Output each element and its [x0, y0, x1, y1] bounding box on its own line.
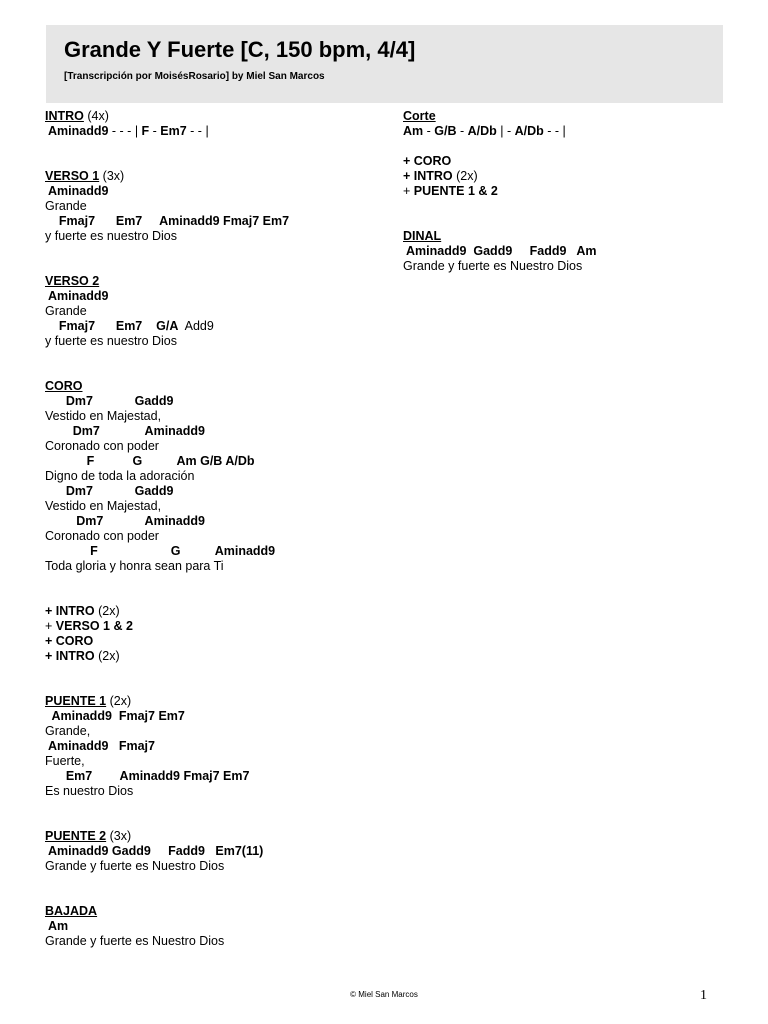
section-heading-wrap — [45, 109, 84, 123]
lyric-text: Toda gloria y honra sean para Ti — [45, 559, 224, 573]
section-heading-wrap — [45, 169, 99, 183]
sheet-line — [45, 604, 385, 619]
blank-line — [45, 244, 385, 259]
lyric-text: y fuerte es nuestro Dios — [45, 334, 178, 348]
lyric-text: - — [456, 124, 468, 138]
chord-text: Aminadd9 — [45, 124, 109, 138]
blank-line — [45, 349, 385, 364]
chord-text: A/Db — [467, 124, 497, 138]
sheet-line — [45, 469, 385, 484]
sheet-line — [45, 169, 385, 184]
lyric-text: (2x) — [94, 649, 120, 663]
lyric-text: Es nuestro Dios — [45, 784, 134, 798]
chord-text: A/Db — [514, 124, 544, 138]
lyric-text: - — [423, 124, 435, 138]
lyric-text: Grande y fuerte es Nuestro Dios — [45, 934, 225, 948]
sheet-line — [45, 619, 385, 634]
chord-text: + CORO — [45, 634, 94, 648]
lyric-text: - — [149, 124, 161, 138]
chord-sheet-left-column — [45, 109, 385, 949]
blank-line — [45, 799, 385, 814]
section-heading: CORO — [45, 379, 83, 393]
chord-text: Aminadd9 Gadd9 Fadd9 Am — [403, 244, 597, 258]
chord-text: G/B — [434, 124, 457, 138]
chord-text: Dm7 Gadd9 — [45, 484, 174, 498]
blank-line — [45, 364, 385, 379]
section-heading-wrap — [45, 694, 106, 708]
chord-text: Fmaj7 Em7 Aminadd9 Fmaj7 Em7 — [45, 214, 290, 228]
section-heading-wrap — [45, 274, 99, 288]
sheet-line — [45, 859, 385, 874]
blank-line — [45, 589, 385, 604]
chord-text: Am — [403, 124, 424, 138]
blank-line — [45, 574, 385, 589]
lyric-text: (3x) — [106, 829, 132, 843]
chord-text: Am — [45, 919, 69, 933]
blank-line — [403, 214, 723, 229]
blank-line — [45, 814, 385, 829]
chord-text: + INTRO — [403, 169, 453, 183]
sheet-line — [45, 379, 385, 394]
section-heading-wrap — [45, 379, 83, 393]
sheet-line — [403, 109, 723, 124]
lyric-text: - - | — [543, 124, 566, 138]
section-heading-wrap — [45, 829, 106, 843]
section-heading: PUENTE 1 — [45, 694, 107, 708]
chord-text: PUENTE 1 & 2 — [413, 184, 498, 198]
blank-line — [45, 664, 385, 679]
lyric-text: Add9 — [178, 319, 214, 333]
section-heading: VERSO 2 — [45, 274, 100, 288]
sheet-line — [45, 739, 385, 754]
sheet-line — [45, 289, 385, 304]
sheet-line — [45, 109, 385, 124]
chord-text: Aminadd9 Fmaj7 — [45, 739, 155, 753]
section-heading: PUENTE 2 — [45, 829, 107, 843]
lyric-text: Coronado con poder — [45, 439, 159, 453]
blank-line — [45, 259, 385, 274]
section-heading-wrap — [403, 229, 441, 243]
section-heading: VERSO 1 — [45, 169, 100, 183]
lyric-text: Grande y fuerte es Nuestro Dios — [45, 859, 225, 873]
lyric-text: Fuerte, — [45, 754, 85, 768]
lyric-text: Grande y fuerte es Nuestro Dios — [403, 259, 583, 273]
section-heading: Corte — [403, 109, 436, 123]
sheet-line — [403, 259, 723, 274]
sheet-line — [403, 124, 723, 139]
sheet-line — [45, 439, 385, 454]
sheet-line — [45, 559, 385, 574]
sheet-line — [45, 934, 385, 949]
sheet-line — [45, 634, 385, 649]
sheet-line — [45, 214, 385, 229]
blank-line — [403, 199, 723, 214]
chord-text: Em7 Aminadd9 Fmaj7 Em7 — [45, 769, 250, 783]
chord-text: Em7 — [160, 124, 187, 138]
chord-text: Dm7 Aminadd9 — [45, 514, 205, 528]
lyric-text: y fuerte es nuestro Dios — [45, 229, 178, 243]
lyric-text: (4x) — [83, 109, 109, 123]
song-subtitle: [Transcripción por MoisésRosario] by Miel San Marcos — [64, 71, 325, 82]
chord-sheet-right-column — [403, 109, 723, 274]
chord-text: F G Am G/B A/Db — [45, 454, 255, 468]
sheet-line — [45, 199, 385, 214]
lyric-text: (2x) — [94, 604, 120, 618]
sheet-line — [45, 844, 385, 859]
sheet-line — [403, 229, 723, 244]
sheet-line — [45, 544, 385, 559]
sheet-line — [45, 919, 385, 934]
sheet-line — [403, 184, 723, 199]
blank-line — [45, 874, 385, 889]
sheet-line — [45, 709, 385, 724]
lyric-text: Coronado con poder — [45, 529, 159, 543]
lyric-text: Grande, — [45, 724, 91, 738]
section-heading: BAJADA — [45, 904, 98, 918]
chord-text: Aminadd9 — [45, 184, 109, 198]
sheet-line — [403, 169, 723, 184]
chord-text: F — [141, 124, 150, 138]
chord-text: F G Aminadd9 — [45, 544, 276, 558]
sheet-line — [45, 229, 385, 244]
blank-line — [45, 139, 385, 154]
blank-line — [45, 889, 385, 904]
blank-line — [403, 139, 723, 154]
sheet-line — [45, 334, 385, 349]
lyric-text: Vestido en Majestad, — [45, 409, 162, 423]
chord-text: Aminadd9 Gadd9 Fadd9 Em7(11) — [45, 844, 264, 858]
chord-text: Dm7 Aminadd9 — [45, 424, 205, 438]
sheet-line — [45, 409, 385, 424]
lyric-text: (3x) — [99, 169, 125, 183]
sheet-line — [45, 754, 385, 769]
lyric-text: | - — [496, 124, 515, 138]
section-heading-wrap — [403, 109, 436, 123]
sheet-line — [45, 424, 385, 439]
sheet-line — [45, 769, 385, 784]
sheet-line — [45, 184, 385, 199]
sheet-line — [403, 154, 723, 169]
chord-text: + INTRO — [45, 649, 95, 663]
section-heading: INTRO — [45, 109, 84, 123]
lyric-text: Grande — [45, 304, 87, 318]
sheet-line — [45, 904, 385, 919]
sheet-line — [45, 829, 385, 844]
sheet-line — [45, 454, 385, 469]
sheet-line — [45, 649, 385, 664]
chord-text: VERSO 1 & 2 — [55, 619, 133, 633]
song-title: Grande Y Fuerte [C, 150 bpm, 4/4] — [64, 37, 416, 62]
sheet-line — [45, 484, 385, 499]
sheet-line — [45, 499, 385, 514]
page-number: 1 — [700, 988, 707, 1003]
blank-line — [45, 679, 385, 694]
lyric-text: + — [45, 619, 56, 633]
title-banner — [46, 25, 723, 103]
lyric-text: (2x) — [452, 169, 478, 183]
lyric-text: Digno de toda la adoración — [45, 469, 195, 483]
sheet-line — [45, 529, 385, 544]
chord-text: Fmaj7 Em7 G/A — [45, 319, 179, 333]
sheet-line — [45, 514, 385, 529]
sheet-line — [45, 304, 385, 319]
lyric-text: Grande — [45, 199, 87, 213]
sheet-line — [45, 724, 385, 739]
lyric-text: Vestido en Majestad, — [45, 499, 162, 513]
chord-text: Aminadd9 — [45, 289, 109, 303]
lyric-text: - - - | — [108, 124, 142, 138]
chord-text: Aminadd9 Fmaj7 Em7 — [45, 709, 185, 723]
lyric-text: (2x) — [106, 694, 132, 708]
section-heading: DINAL — [403, 229, 442, 243]
copyright-footer: © Miel San Marcos — [350, 990, 418, 999]
sheet-line — [45, 319, 385, 334]
blank-line — [45, 154, 385, 169]
chord-text: + CORO — [403, 154, 452, 168]
sheet-line — [45, 394, 385, 409]
chord-text: Dm7 Gadd9 — [45, 394, 174, 408]
sheet-line — [45, 124, 385, 139]
lyric-text: - - | — [186, 124, 209, 138]
sheet-line — [403, 244, 723, 259]
sheet-line — [45, 784, 385, 799]
lyric-text: + — [403, 184, 414, 198]
sheet-line — [45, 274, 385, 289]
chord-text: + INTRO — [45, 604, 95, 618]
sheet-line — [45, 694, 385, 709]
section-heading-wrap — [45, 904, 97, 918]
